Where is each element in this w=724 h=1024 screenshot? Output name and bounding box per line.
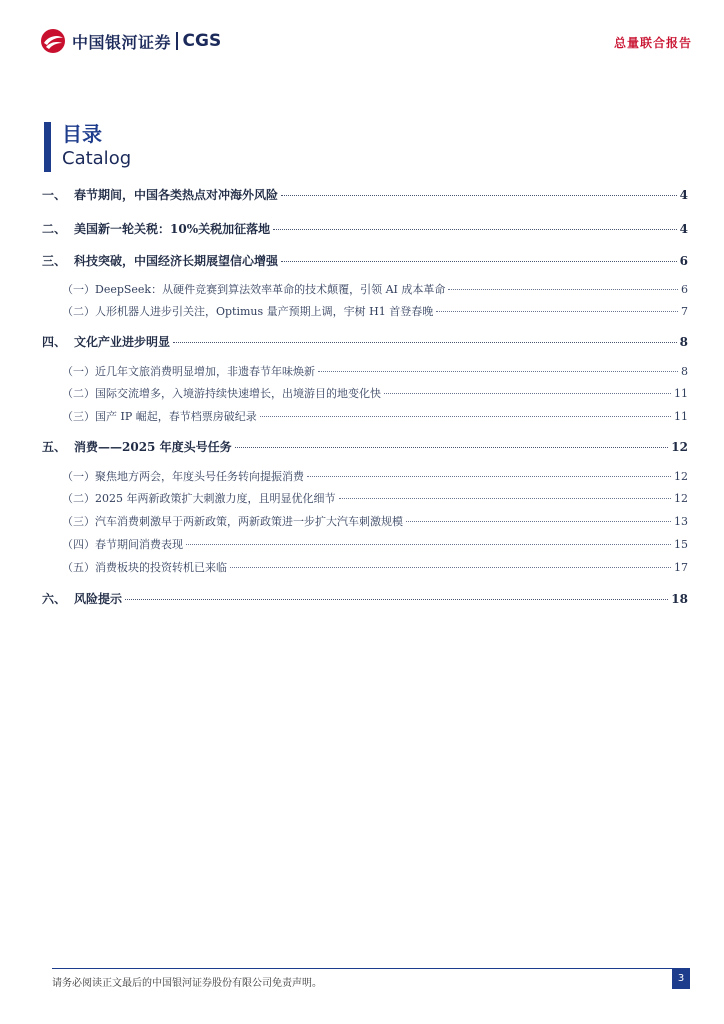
- toc-subentry-number: （二）: [62, 492, 95, 505]
- galaxy-logo-icon: [40, 28, 66, 54]
- logo-text-cn: 中国银河证券: [72, 32, 172, 52]
- toc-subentry-number: （一）: [62, 283, 95, 296]
- toc-subentry-number: （三）: [62, 515, 95, 528]
- toc-entry-number: 三、: [42, 254, 67, 268]
- toc-subentry-page: 6: [681, 283, 688, 296]
- toc-dot-leader: [339, 498, 672, 499]
- toc-subentry[interactable]: [42, 386, 688, 402]
- toc-entry-title: 春节期间，中国各类热点对冲海外风险: [74, 188, 279, 202]
- toc-dot-leader: [384, 393, 671, 394]
- report-type-label: 总量联合报告: [613, 36, 692, 50]
- footer-divider: [52, 968, 690, 969]
- toc-subentry[interactable]: [42, 469, 688, 485]
- company-logo: [40, 28, 221, 54]
- toc-dot-leader: [406, 521, 671, 522]
- toc-entry-number: 一、: [42, 188, 67, 202]
- footer-disclaimer: 请务必阅读正文最后的中国银河证券股份有限公司免责声明。: [52, 978, 322, 989]
- toc-dot-leader: [273, 229, 677, 230]
- toc-entry-title: 科技突破，中国经济长期展望信心增强: [74, 254, 279, 268]
- toc-entry[interactable]: [42, 187, 688, 203]
- toc-entry-page: 4: [679, 188, 688, 202]
- toc-dot-leader: [448, 289, 678, 290]
- toc-subentry-number: （二）: [62, 305, 95, 318]
- logo-separator: [176, 32, 178, 50]
- toc-subentry-title: 2025 年两新政策扩大刺激力度，且明显优化细节: [95, 492, 336, 505]
- toc-entry-title: 风险提示: [74, 592, 123, 606]
- toc-subentry[interactable]: [42, 514, 688, 530]
- toc-subentry-title: 国际交流增多，入境游持续快速增长，出境游目的地变化快: [95, 387, 381, 400]
- toc-subentry-page: 8: [681, 365, 688, 378]
- toc-dot-leader: [281, 195, 677, 196]
- toc-subentry-number: （五）: [62, 561, 95, 574]
- toc-entry-number: 二、: [42, 222, 67, 236]
- toc-dot-leader: [173, 342, 677, 343]
- toc-dot-leader: [436, 311, 678, 312]
- toc-subentry-title: 近几年文旅消费明显增加，非遗春节年味焕新: [95, 365, 315, 378]
- toc-subentry-title: 聚焦地方两会，年度头号任务转向提振消费: [95, 470, 304, 483]
- toc-subentry-title: 汽车消费刺激早于两新政策，两新政策进一步扩大汽车刺激规模: [95, 515, 403, 528]
- toc-entry-page: 8: [679, 335, 688, 349]
- toc-entry[interactable]: [42, 591, 688, 607]
- page-header: [40, 28, 692, 58]
- toc-subentry[interactable]: [42, 304, 688, 320]
- toc-entry[interactable]: [42, 439, 688, 455]
- toc-subentry-page: 17: [674, 561, 688, 574]
- toc-subentry-number: （四）: [62, 538, 95, 551]
- toc-entry-title: 消费——2025 年度头号任务: [74, 440, 232, 454]
- toc-dot-leader: [186, 544, 671, 545]
- page-number: 3: [672, 969, 690, 989]
- toc-subentry-page: 13: [674, 515, 688, 528]
- toc-entry-number: 四、: [42, 335, 67, 349]
- toc-subentry[interactable]: [42, 364, 688, 380]
- toc-entry[interactable]: [42, 334, 688, 350]
- toc-subentry-number: （三）: [62, 410, 95, 423]
- toc-dot-leader: [230, 567, 671, 568]
- toc-entry-page: 12: [671, 440, 688, 454]
- toc-entry-page: 4: [679, 222, 688, 236]
- toc-dot-leader: [235, 447, 669, 448]
- toc-subentry[interactable]: [42, 282, 688, 298]
- toc-entry[interactable]: [42, 221, 688, 237]
- toc-entry-page: 6: [679, 254, 688, 268]
- toc-subentry-title: 消费板块的投资转机已来临: [95, 561, 227, 574]
- toc-subentry-title: DeepSeek：从硬件竞赛到算法效率革命的技术颠覆，引领 AI 成本革命: [95, 283, 446, 296]
- toc-entry-title: 美国新一轮关税：10%关税加征落地: [74, 222, 271, 236]
- toc-subentry-title: 人形机器人进步引关注，Optimus 量产预期上调，宇树 H1 首登春晚: [95, 305, 434, 318]
- toc-entry-number: 五、: [42, 440, 67, 454]
- toc-subentry[interactable]: [42, 560, 688, 576]
- toc-entry-title: 文化产业进步明显: [74, 335, 171, 349]
- toc-dot-leader: [318, 371, 678, 372]
- toc-subentry-page: 15: [674, 538, 688, 551]
- toc-subentry-page: 11: [674, 387, 688, 400]
- toc-dot-leader: [281, 261, 677, 262]
- toc-entry[interactable]: [42, 253, 688, 269]
- toc-dot-leader: [125, 599, 668, 600]
- toc-subentry-page: 12: [674, 492, 688, 505]
- toc-dot-leader: [307, 476, 671, 477]
- toc-subentry-number: （一）: [62, 470, 95, 483]
- toc-subentry-page: 11: [674, 410, 688, 423]
- toc-subentry-title: 春节期间消费表现: [95, 538, 183, 551]
- toc-subentry-number: （二）: [62, 387, 95, 400]
- catalog-title-en: Catalog: [62, 148, 132, 169]
- title-accent-bar: [44, 122, 51, 172]
- toc-subentry[interactable]: [42, 409, 688, 425]
- toc-dot-leader: [260, 416, 671, 417]
- toc-entry-page: 18: [671, 592, 688, 606]
- toc-subentry-page: 7: [681, 305, 688, 318]
- logo-text-en: CGS: [182, 31, 222, 51]
- catalog-title-cn: 目录: [62, 122, 102, 146]
- toc-subentry-page: 12: [674, 470, 688, 483]
- toc-subentry-number: （一）: [62, 365, 95, 378]
- toc-entry-number: 六、: [42, 592, 67, 606]
- toc-subentry[interactable]: [42, 491, 688, 507]
- toc-subentry[interactable]: [42, 537, 688, 553]
- toc-subentry-title: 国产 IP 崛起，春节档票房破纪录: [95, 410, 257, 423]
